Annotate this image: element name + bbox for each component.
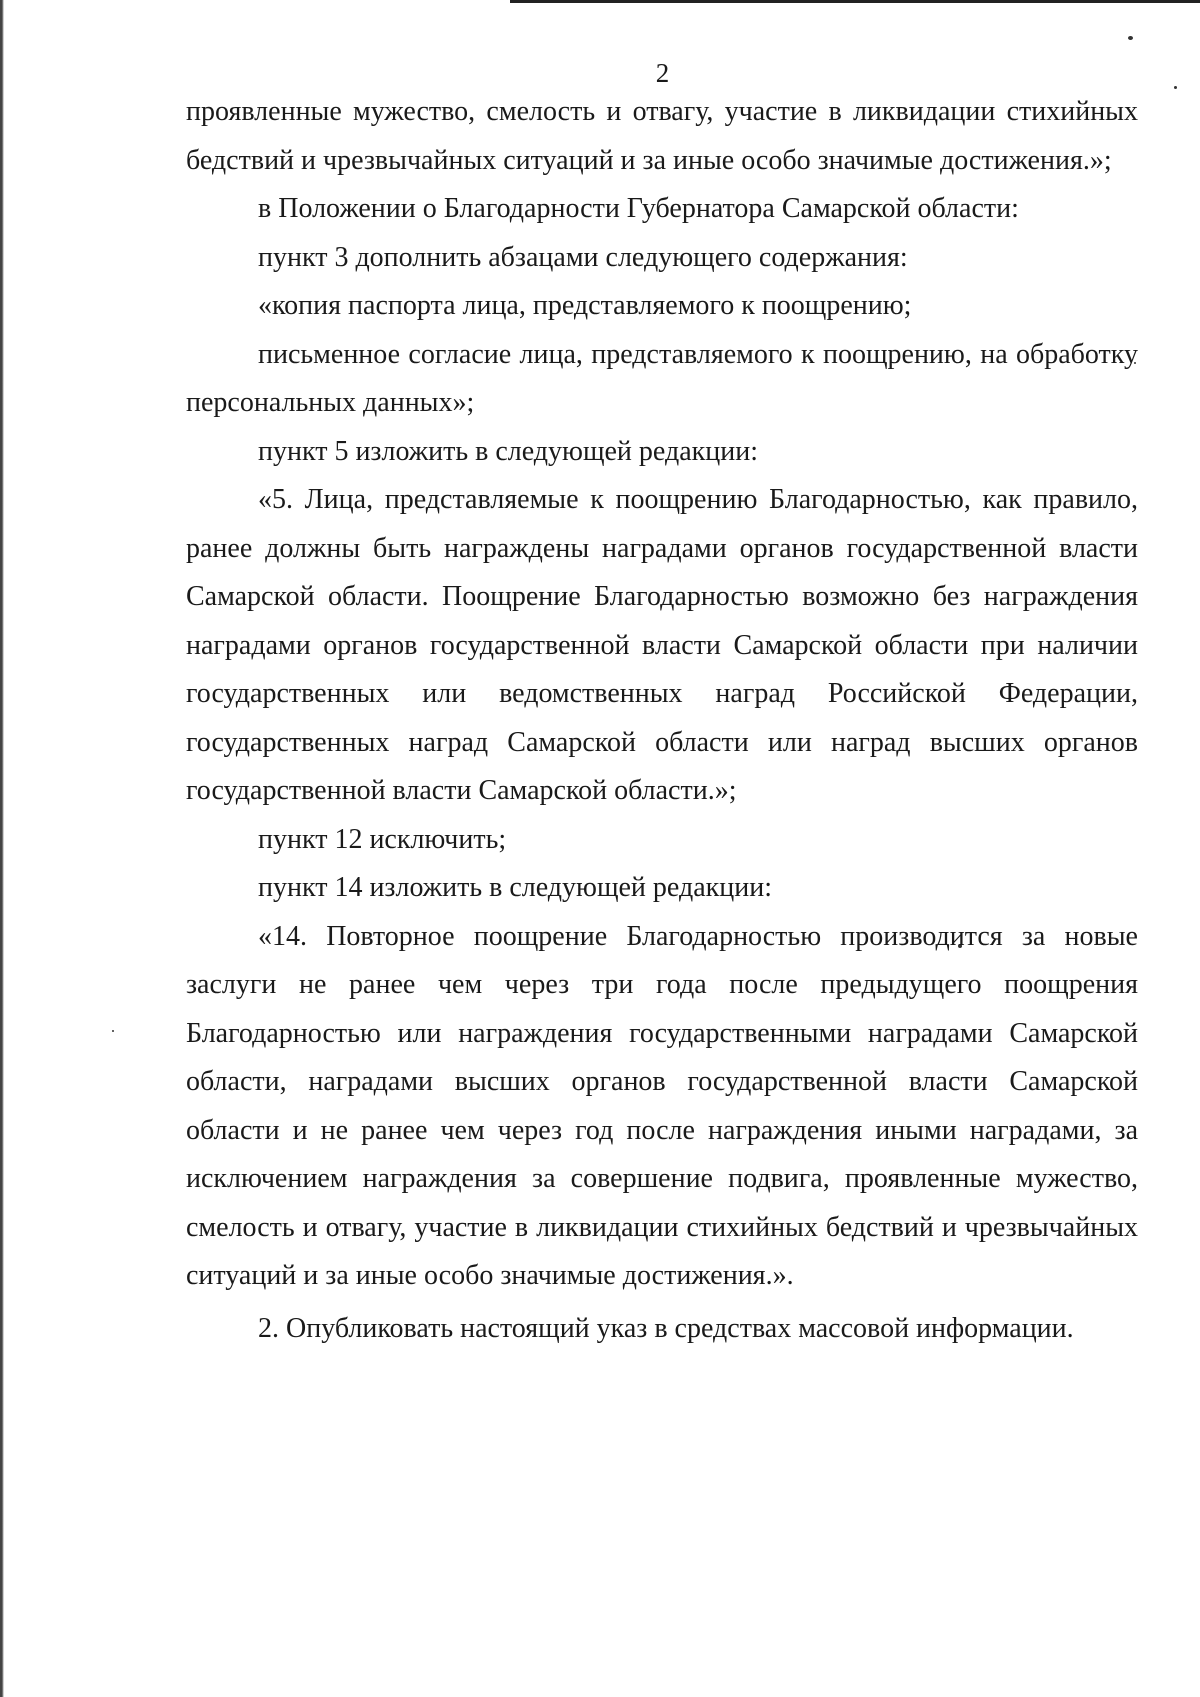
- paragraph-continuation: проявленные мужество, смелость и отвагу, участие в ликвидации стихийных бедствий и чрезвычайных ситуаций и за иные особо значимые достижения.»;: [186, 96, 1138, 176]
- scan-speck: [1128, 36, 1133, 40]
- paragraph-publication: 2. Опубликовать настоящий указ в средствах массовой информации.: [258, 1312, 1074, 1344]
- document-body: [186, 88, 1138, 1353]
- paragraph: «5. Лица, представляемые к поощрению Благодарностью, как правило, ранее должны быть награждены наградами органов государственной власти Самарской области. Поощрение Благодарностью возможно без награждения наградами органов государственной власти Самарской области при наличии государственных или ведомственных наград Российской Федерации, государственных наград Самарской области или наград высших органов государственной власти Самарской области.»;: [186, 484, 1138, 806]
- paragraph: пункт 14 изложить в следующей редакции:: [258, 872, 772, 903]
- paragraph: «14. Повторное поощрение Благодарностью производится за новые заслуги не ранее чем через три года после предыдущего поощрения Благодарностью или награждения государственными наградами Самарской области, наградами высших органов государственной власти Самарской области и не ранее чем через год после награждения иными наградами, за исключением награждения за совершение подвига, проявленные мужество, смелость и отвагу, участие в ликвидации стихийных бедствий и чрезвычайных ситуаций и за иные особо значимые достижения.».: [186, 920, 1138, 1291]
- scan-binding-edge: [0, 0, 4, 1697]
- scan-edge-line: [510, 0, 1200, 3]
- page-number: 2: [655, 58, 670, 88]
- paragraph: пункт 3 дополнить абзацами следующего содержания:: [258, 241, 908, 273]
- paragraph: в Положении о Благодарности Губернатора Самарской области:: [258, 193, 1019, 224]
- scan-speck: [112, 1030, 114, 1032]
- paragraph: пункт 5 изложить в следующей редакции:: [258, 435, 758, 467]
- paragraph: «копия паспорта лица, представляемого к поощрению;: [258, 290, 912, 321]
- paragraph: пункт 12 исключить;: [258, 823, 507, 855]
- paragraph: письменное согласие лица, представляемого к поощрению, на обработку персональных данных»;: [186, 338, 1138, 418]
